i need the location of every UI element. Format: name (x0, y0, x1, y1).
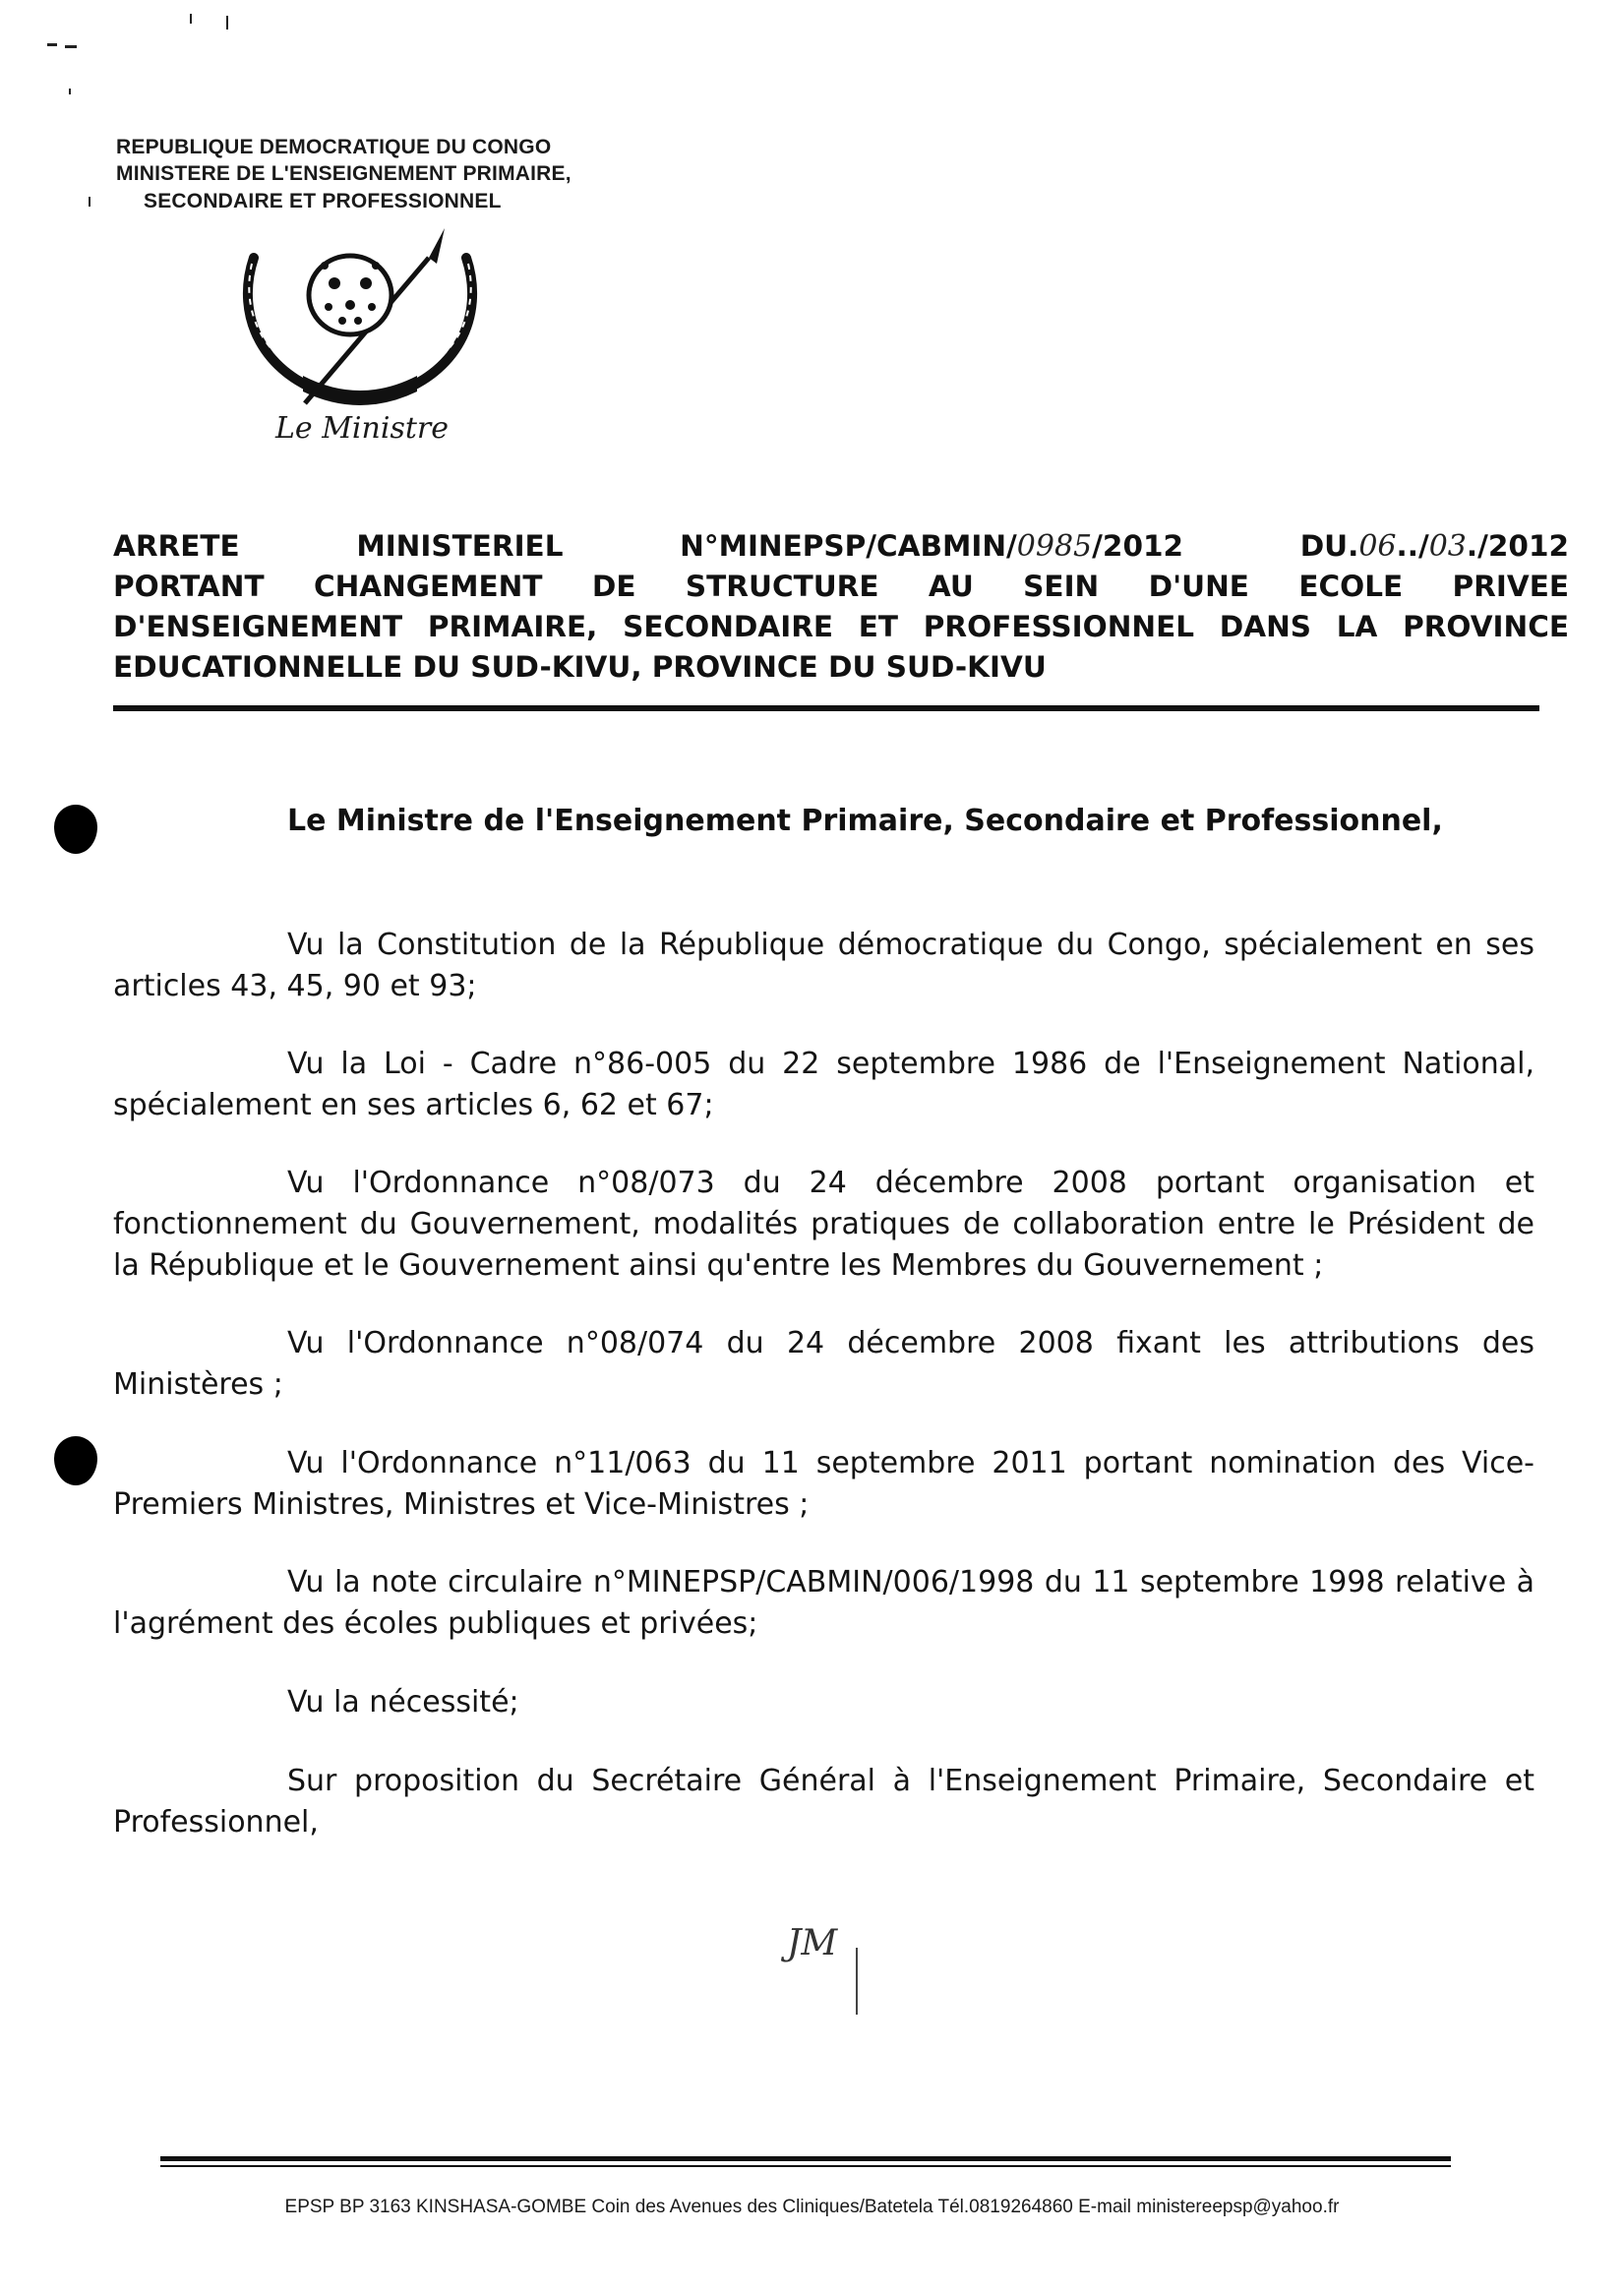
preamble-necessite (113, 1682, 1534, 1723)
initials-stroke (856, 1948, 858, 2015)
scan-mark (69, 89, 71, 94)
decree-title-line4: EDUCATIONNELLE DU SUD-KIVU, PROVINCE DU SUD-KIVU (113, 650, 1047, 684)
paragraph-text: Vu l'Ordonnance n°08/073 du 24 décembre 2008 portant organisation et fonctionnement du Gouvernement, modalités pratiques de collaboration entre le Président de la République et le Gouvernement ainsi qu'entre les Membres du Gouvernement ; (113, 1166, 1534, 1283)
decree-title-line3: D'ENSEIGNEMENT PRIMAIRE, SECONDAIRE ET PROFESSIONNEL DANS LA PROVINCE (113, 610, 1569, 643)
title-word-ministeriel: MINISTERIEL (356, 529, 564, 563)
decree-title-line2: PORTANT CHANGEMENT DE STRUCTURE AU SEIN D'UNE ECOLE PRIVEE (113, 570, 1569, 603)
paragraph-text: Vu la nécessité; (287, 1685, 519, 1720)
preamble-ordonnance-11-063 (113, 1443, 1534, 1526)
date-separator: ../ (1396, 529, 1429, 563)
letterhead-ministry-cont: SECONDAIRE ET PROFESSIONNEL (144, 190, 502, 212)
handwritten-date-month: 03 (1428, 529, 1467, 564)
footer-divider-thin (160, 2165, 1451, 2167)
punch-hole-mark (54, 1436, 97, 1485)
handwritten-date-day: 06 (1358, 529, 1397, 564)
paragraph-text: Sur proposition du Secrétaire Général à l'Enseignement Primaire, Secondaire et Professionnel, (113, 1764, 1534, 1840)
decree-title-line1 (113, 529, 1569, 564)
handwritten-initials: JM (787, 1923, 838, 1963)
minister-signature-text: Le Ministre (275, 411, 449, 446)
coat-of-arms-emblem (234, 218, 486, 411)
decree-date (1300, 529, 1569, 564)
paragraph-text: Vu la note circulaire n°MINEPSP/CABMIN/006/1998 du 11 septembre 1998 relative à l'agrément des écoles publiques et privées; (113, 1565, 1534, 1641)
scan-mark (190, 14, 192, 24)
scan-mark (65, 45, 77, 48)
preamble-constitution (113, 925, 1534, 1007)
title-divider (113, 705, 1539, 711)
scan-mark (89, 197, 90, 207)
preamble-ordonnance-08-074 (113, 1323, 1534, 1406)
reference-suffix: /2012 (1092, 529, 1184, 563)
date-year: ./2012 (1466, 529, 1569, 563)
handwritten-reference-number: 0985 (1016, 529, 1093, 564)
letterhead-ministry: MINISTERE DE L'ENSEIGNEMENT PRIMAIRE, (116, 162, 571, 185)
scan-mark (226, 16, 228, 30)
scan-mark (47, 43, 57, 46)
reference-prefix: N°MINEPSP/CABMIN/ (680, 529, 1017, 563)
paragraph-text: Vu la Constitution de la République démocratique du Congo, spécialement en ses articles 43, 45, 90 et 93; (113, 928, 1534, 1003)
footer-divider (160, 2156, 1451, 2161)
decree-reference (680, 529, 1183, 564)
preamble-ordonnance-08-073 (113, 1163, 1534, 1287)
letterhead-country: REPUBLIQUE DEMOCRATIQUE DU CONGO (116, 136, 552, 158)
preamble-loi-cadre (113, 1044, 1534, 1126)
title-word-arrete: ARRETE (113, 529, 240, 563)
paragraph-text: Vu l'Ordonnance n°08/074 du 24 décembre 2008 fixant les attributions des Ministères ; (113, 1326, 1534, 1402)
preamble-proposition (113, 1761, 1534, 1843)
paragraph-text: Vu la Loi - Cadre n°86-005 du 22 septembre 1986 de l'Enseignement National, spécialement en ses articles 6, 62 et 67; (113, 1047, 1534, 1122)
preamble-note-circulaire (113, 1562, 1534, 1645)
punch-hole-mark (54, 805, 97, 854)
minister-heading: Le Ministre de l'Enseignement Primaire, Secondaire et Professionnel, (287, 804, 1443, 838)
footer-contact: EPSP BP 3163 KINSHASA-GOMBE Coin des Avenues des Cliniques/Batetela Tél.0819264860 E-mail ministereepsp@yahoo.fr (284, 2197, 1340, 2217)
paragraph-text: Vu l'Ordonnance n°11/063 du 11 septembre 2011 portant nomination des Vice-Premiers Ministres, Ministres et Vice-Ministres ; (113, 1446, 1534, 1522)
date-prefix: DU. (1299, 529, 1359, 563)
